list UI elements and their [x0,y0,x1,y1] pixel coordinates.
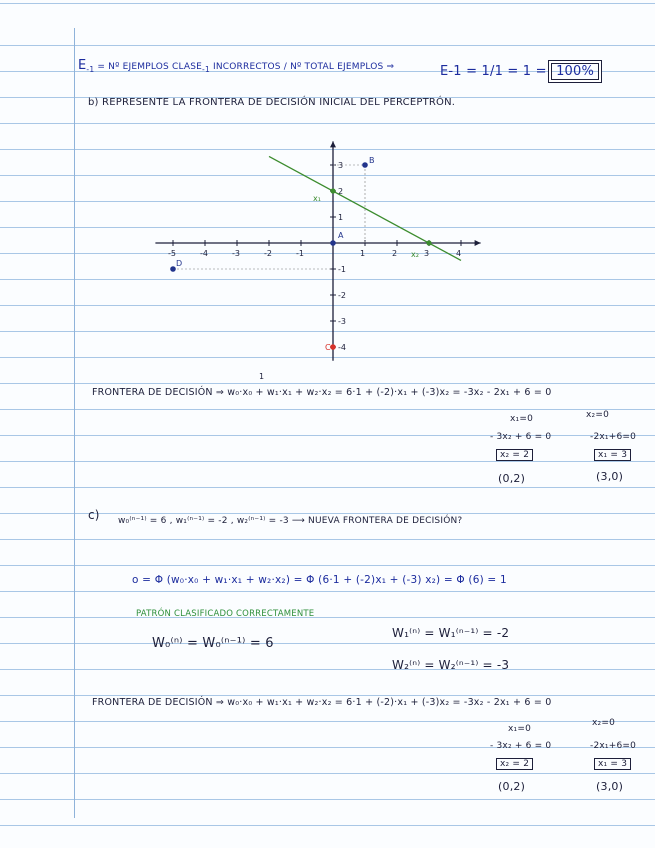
f2-right-eq: -2x₁+6=0 [590,741,637,751]
section-c-text: w₀⁽ⁿ⁻¹⁾ = 6 , w₁⁽ⁿ⁻¹⁾ = -2 , w₂⁽ⁿ⁻¹⁾ = -3 ⟶ NUEVA FRONTERA DE DECISIÓN? [118,516,463,526]
y-tick-label-2: 2 [338,187,344,196]
x-tick-label-3: 3 [424,249,430,258]
f2-left-cond: x₁=0 [508,724,532,734]
weight-w1: W₁⁽ⁿ⁾ = W₁⁽ⁿ⁻¹⁾ = -2 [392,626,510,640]
error-result: E-1 = 1/1 = 1 = 100% [440,64,599,79]
f1-right-eq: -2x₁+6=0 [590,432,637,442]
point-label-A: A [338,231,344,240]
point-label-B: B [369,156,375,165]
intercept-label-x2: x₂ [411,250,419,259]
x-axis-arrow [475,240,481,246]
x-tick-label--2: -2 [264,249,272,258]
point-B [362,162,368,168]
section-c-label: c) [88,508,100,522]
point-D [170,266,176,272]
y-tick-label--1: -1 [338,265,346,274]
y-tick-label-3: 3 [338,161,344,170]
f1-left-pt: (0,2) [498,472,526,485]
section-b-heading: b) REPRESENTE LA FRONTERA DE DECISIÓN INICIAL DEL PERCEPTRÓN. [88,97,456,108]
f1-right-cond: x₂=0 [586,410,610,420]
x-tick-label--1: -1 [296,249,304,258]
frontera-1: FRONTERA DE DECISIÓN ⇒ w₀·x₀ + w₁·x₁ + w₂·x₂ = 6·1 + (-2)·x₁ + (-3)x₂ = -3x₂ - 2x₁ + 6 = 0 [92,387,552,398]
weight-w0: W₀⁽ⁿ⁾ = W₀⁽ⁿ⁻¹⁾ = 6 [152,636,274,651]
y-tick-label-1: 1 [338,213,344,222]
x-tick-label--5: -5 [168,249,176,258]
f2-right-sol: x₁ = 3 [594,758,631,770]
x-tick-label-1: 1 [360,249,366,258]
x0-mark: 1 [259,372,265,381]
f2-left-eq: - 3x₂ + 6 = 0 [490,741,552,751]
frontera-2: FRONTERA DE DECISIÓN ⇒ w₀·x₀ + w₁·x₁ + w₂·x₂ = 6·1 + (-2)·x₁ + (-3)x₂ = -3x₂ - 2x₁ + 6 = 0 [92,697,552,708]
f1-right-sol: x₁ = 3 [594,449,631,461]
x-tick-label-2: 2 [392,249,398,258]
y-axis-arrow [330,141,336,147]
y-tick-label--4: -4 [338,343,346,352]
x-tick-label-4: 4 [456,249,462,258]
patron-clasificado: PATRÓN CLASIFICADO CORRECTAMENTE [136,609,315,619]
intercept-label-x1: x₁ [313,194,321,203]
y-tick-label--2: -2 [338,291,346,300]
point-C [330,344,336,350]
y-tick-label--3: -3 [338,317,346,326]
weight-w2: W₂⁽ⁿ⁾ = W₂⁽ⁿ⁻¹⁾ = -3 [392,658,510,672]
intercept-1 [330,188,335,193]
f1-left-sol: x₂ = 2 [496,449,533,461]
point-label-D: D [176,259,183,268]
f2-left-pt: (0,2) [498,780,526,793]
f2-right-cond: x₂=0 [592,718,616,728]
intercept-2 [426,240,431,245]
x-tick-label--3: -3 [232,249,240,258]
error-percent: 100% [551,63,599,80]
point-A [330,240,336,246]
point-label-C: C [325,343,331,352]
f2-left-sol: x₂ = 2 [496,758,533,770]
f1-left-cond: x₁=0 [510,414,534,424]
f2-right-pt: (3,0) [596,780,624,793]
f1-right-pt: (3,0) [596,470,624,483]
x-tick-label--4: -4 [200,249,208,258]
f1-left-eq: - 3x₂ + 6 = 0 [490,432,552,442]
error-definition: $E_{-1}$ = Nº EJEMPLOS $CLASE_{-1}$ INCORRECTOS / Nº TOTAL EJEMPLOS ⇒ [78,58,395,74]
phi-equation: o = Φ (w₀·x₀ + w₁·x₁ + w₂·x₂) = Φ (6·1 + (-2)x₁ + (-3) x₂) = Φ (6) = 1 [132,574,507,586]
